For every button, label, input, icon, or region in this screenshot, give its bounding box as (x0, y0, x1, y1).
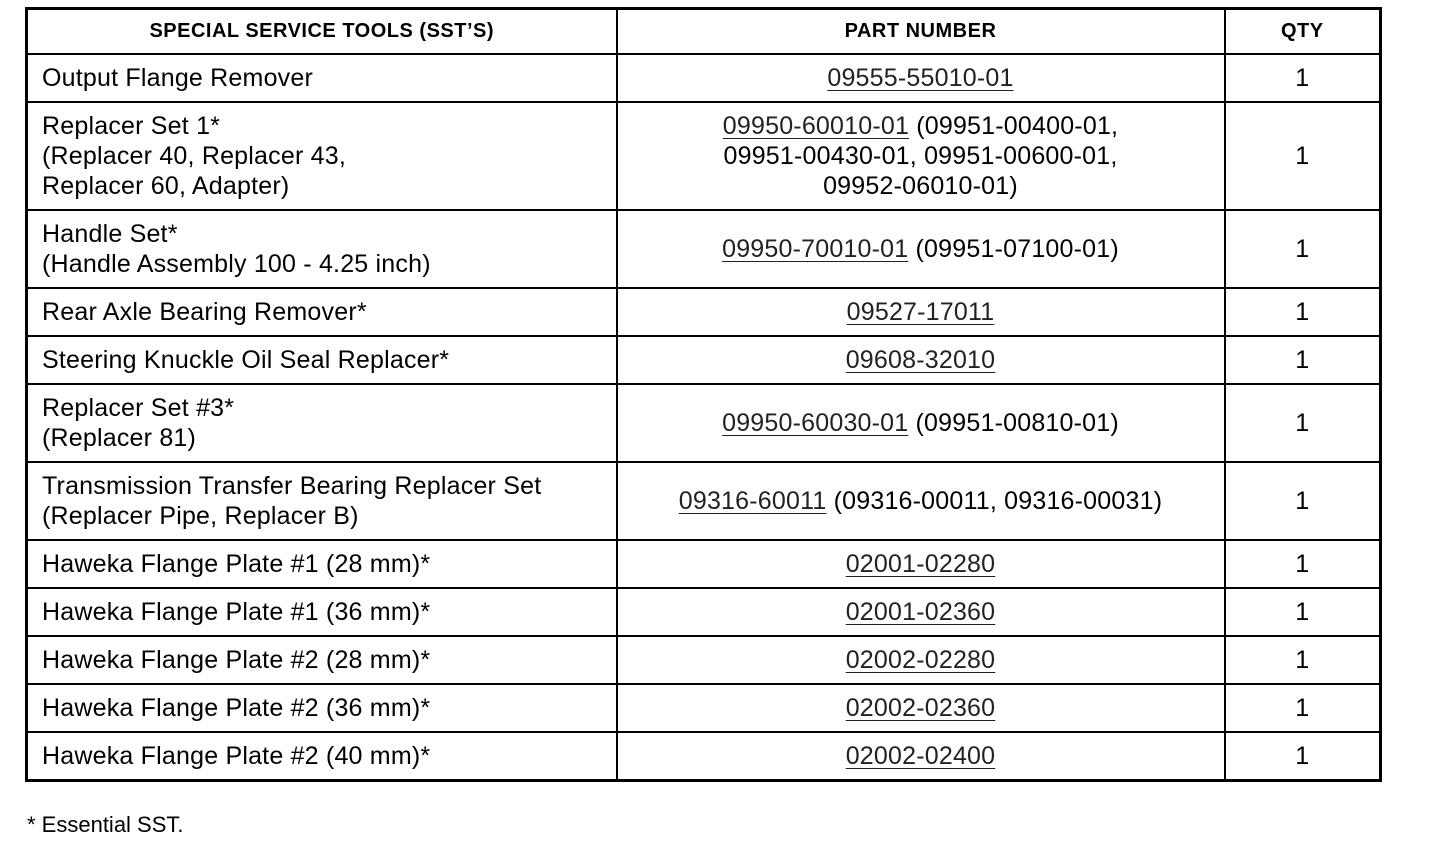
quantity: 1 (1225, 462, 1381, 540)
part-number-link[interactable]: 02002-02400 (845, 742, 996, 770)
part-number: 09950-60030-01 (09951-00810-01) (617, 384, 1225, 462)
tool-name: Haweka Flange Plate #1 (28 mm)* (27, 540, 617, 588)
table-row (27, 462, 1381, 540)
header-part-number: PART NUMBER (617, 9, 1225, 55)
tool-name: Haweka Flange Plate #2 (28 mm)* (27, 636, 617, 684)
part-number-link[interactable]: 09608-32010 (845, 346, 996, 374)
tool-name: Transmission Transfer Bearing Replacer Set (Replacer Pipe, Replacer B) (27, 462, 617, 540)
part-number-link[interactable]: 02002-02280 (845, 646, 996, 674)
quantity: 1 (1225, 210, 1381, 288)
table-row (27, 732, 1381, 781)
quantity: 1 (1225, 102, 1381, 210)
table-row (27, 684, 1381, 732)
part-number (617, 684, 1225, 732)
part-number (617, 540, 1225, 588)
part-number (617, 54, 1225, 102)
part-number-link[interactable]: 02001-02360 (845, 598, 996, 626)
quantity: 1 (1225, 384, 1381, 462)
tool-name: Rear Axle Bearing Remover* (27, 288, 617, 336)
quantity: 1 (1225, 732, 1381, 781)
table-row (27, 54, 1381, 102)
tool-name: Haweka Flange Plate #1 (36 mm)* (27, 588, 617, 636)
table-row (27, 540, 1381, 588)
tool-name: Replacer Set 1* (Replacer 40, Replacer 43, Replacer 60, Adapter) (27, 102, 617, 210)
tool-name: Haweka Flange Plate #2 (36 mm)* (27, 684, 617, 732)
part-number (617, 636, 1225, 684)
tool-name: Handle Set* (Handle Assembly 100 - 4.25 inch) (27, 210, 617, 288)
part-number: 09950-70010-01 (09951-07100-01) (617, 210, 1225, 288)
part-number-link[interactable]: 09555-55010-01 (827, 64, 1014, 92)
footnote: * Essential SST. (27, 812, 184, 837)
part-number (617, 588, 1225, 636)
quantity: 1 (1225, 540, 1381, 588)
quantity: 1 (1225, 288, 1381, 336)
table-header-row (27, 9, 1381, 55)
header-tools: SPECIAL SERVICE TOOLS (SST’S) (27, 9, 617, 55)
header-qty: QTY (1225, 9, 1381, 55)
tool-name: Haweka Flange Plate #2 (40 mm)* (27, 732, 617, 781)
part-number-link[interactable]: 09527-17011 (846, 298, 995, 326)
tool-name: Replacer Set #3* (Replacer 81) (27, 384, 617, 462)
table-row (27, 336, 1381, 384)
quantity: 1 (1225, 636, 1381, 684)
table-row (27, 102, 1381, 210)
part-number-link[interactable]: 09950-60010-01 (722, 112, 910, 140)
part-number (617, 732, 1225, 781)
part-number (617, 336, 1225, 384)
quantity: 1 (1225, 54, 1381, 102)
part-number-link[interactable]: 02001-02280 (845, 550, 996, 578)
table-row (27, 210, 1381, 288)
quantity: 1 (1225, 336, 1381, 384)
table-row (27, 384, 1381, 462)
table-row (27, 588, 1381, 636)
tool-name: Steering Knuckle Oil Seal Replacer* (27, 336, 617, 384)
quantity: 1 (1225, 588, 1381, 636)
part-number: 09950-60010-01 (09951-00400-01, 09951-00430-01, 09951-00600-01, 09952-06010-01) (617, 102, 1225, 210)
part-number-link[interactable]: 09950-60030-01 (722, 409, 909, 437)
part-number-link[interactable]: 09950-70010-01 (722, 235, 909, 263)
tool-name: Output Flange Remover (27, 54, 617, 102)
part-number: 09316-60011 (09316-00011, 09316-00031) (617, 462, 1225, 540)
sst-table (25, 7, 1382, 782)
part-number-link[interactable]: 02002-02360 (845, 694, 996, 722)
part-number (617, 288, 1225, 336)
quantity: 1 (1225, 684, 1381, 732)
table-row (27, 288, 1381, 336)
table-row (27, 636, 1381, 684)
part-number-link[interactable]: 09316-60011 (678, 487, 827, 515)
